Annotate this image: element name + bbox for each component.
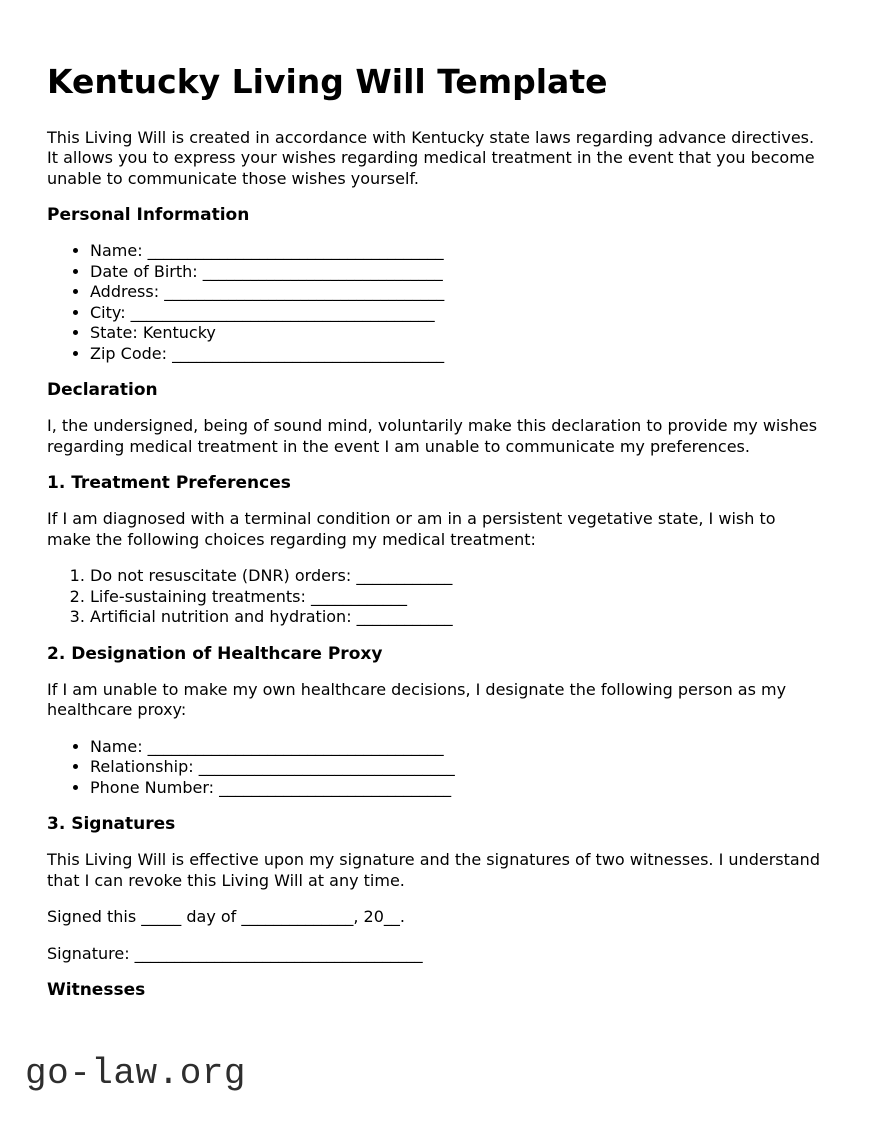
treatment-preferences-list [47,566,822,628]
page-title: Kentucky Living Will Template [47,62,608,101]
treatment-preferences-paragraph: If I am diagnosed with a terminal condition or am in a persistent vegetative state, I wish to make the following choices regarding my medical treatment: [47,509,776,549]
heading-personal-information: Personal Information [47,205,250,226]
field-line-city: • City: ______________________________________ [90,303,822,324]
signed-date-line: Signed this _____ day of ______________, 20__. [47,907,405,927]
healthcare-proxy-paragraph: If I am unable to make my own healthcare decisions, I designate the following person as my healthcare proxy: [47,679,787,720]
intro-paragraph: This Living Will is created in accordance with Kentucky state laws regarding advance directives. It allows you to express your wishes regarding medical treatment in the event that you become unable to communicate those wishes yourself. [47,127,815,188]
field-line-artificial-nutrition: 3. Artificial nutrition and hydration: ____________ [90,607,822,628]
field-line-proxy-phone-number: • Phone Number: _____________________________ [90,778,822,799]
declaration-paragraph: I, the undersigned, being of sound mind, voluntarily make this declaration to provide my wishes regarding medical treatment in the event I am unable to communicate my preferences. [47,416,818,456]
signature-line: Signature: ____________________________________ [47,943,423,963]
heading-treatment-preferences: 1. Treatment Preferences [47,473,291,494]
heading-healthcare-proxy: 2. Designation of Healthcare Proxy [47,643,383,664]
field-line-address: • Address: ___________________________________ [90,282,822,303]
field-line-state: • State: Kentucky [90,323,822,344]
field-line-dnr-orders: 1. Do not resuscitate (DNR) orders: ____________ [90,566,822,587]
field-line-name: • Name: _____________________________________ [90,241,822,262]
heading-declaration: Declaration [47,380,158,401]
heading-witnesses: Witnesses [47,980,146,1001]
field-line-date-of-birth: • Date of Birth: ______________________________ [90,262,822,283]
field-line-proxy-name: • Name: _____________________________________ [90,737,822,758]
footer-brand-logo: go-law.org [25,1053,247,1094]
field-line-proxy-relationship: • Relationship: ________________________________ [90,757,822,778]
field-line-life-sustaining-treatments: 2. Life-sustaining treatments: ____________ [90,587,822,608]
personal-information-list [47,241,822,364]
signatures-paragraph: This Living Will is effective upon my signature and the signatures of two witnesses. I understand that I can revoke this Living Will at any time. [47,850,820,890]
healthcare-proxy-list [47,737,822,799]
field-line-zip-code: • Zip Code: __________________________________ [90,344,822,365]
heading-signatures: 3. Signatures [47,814,176,835]
